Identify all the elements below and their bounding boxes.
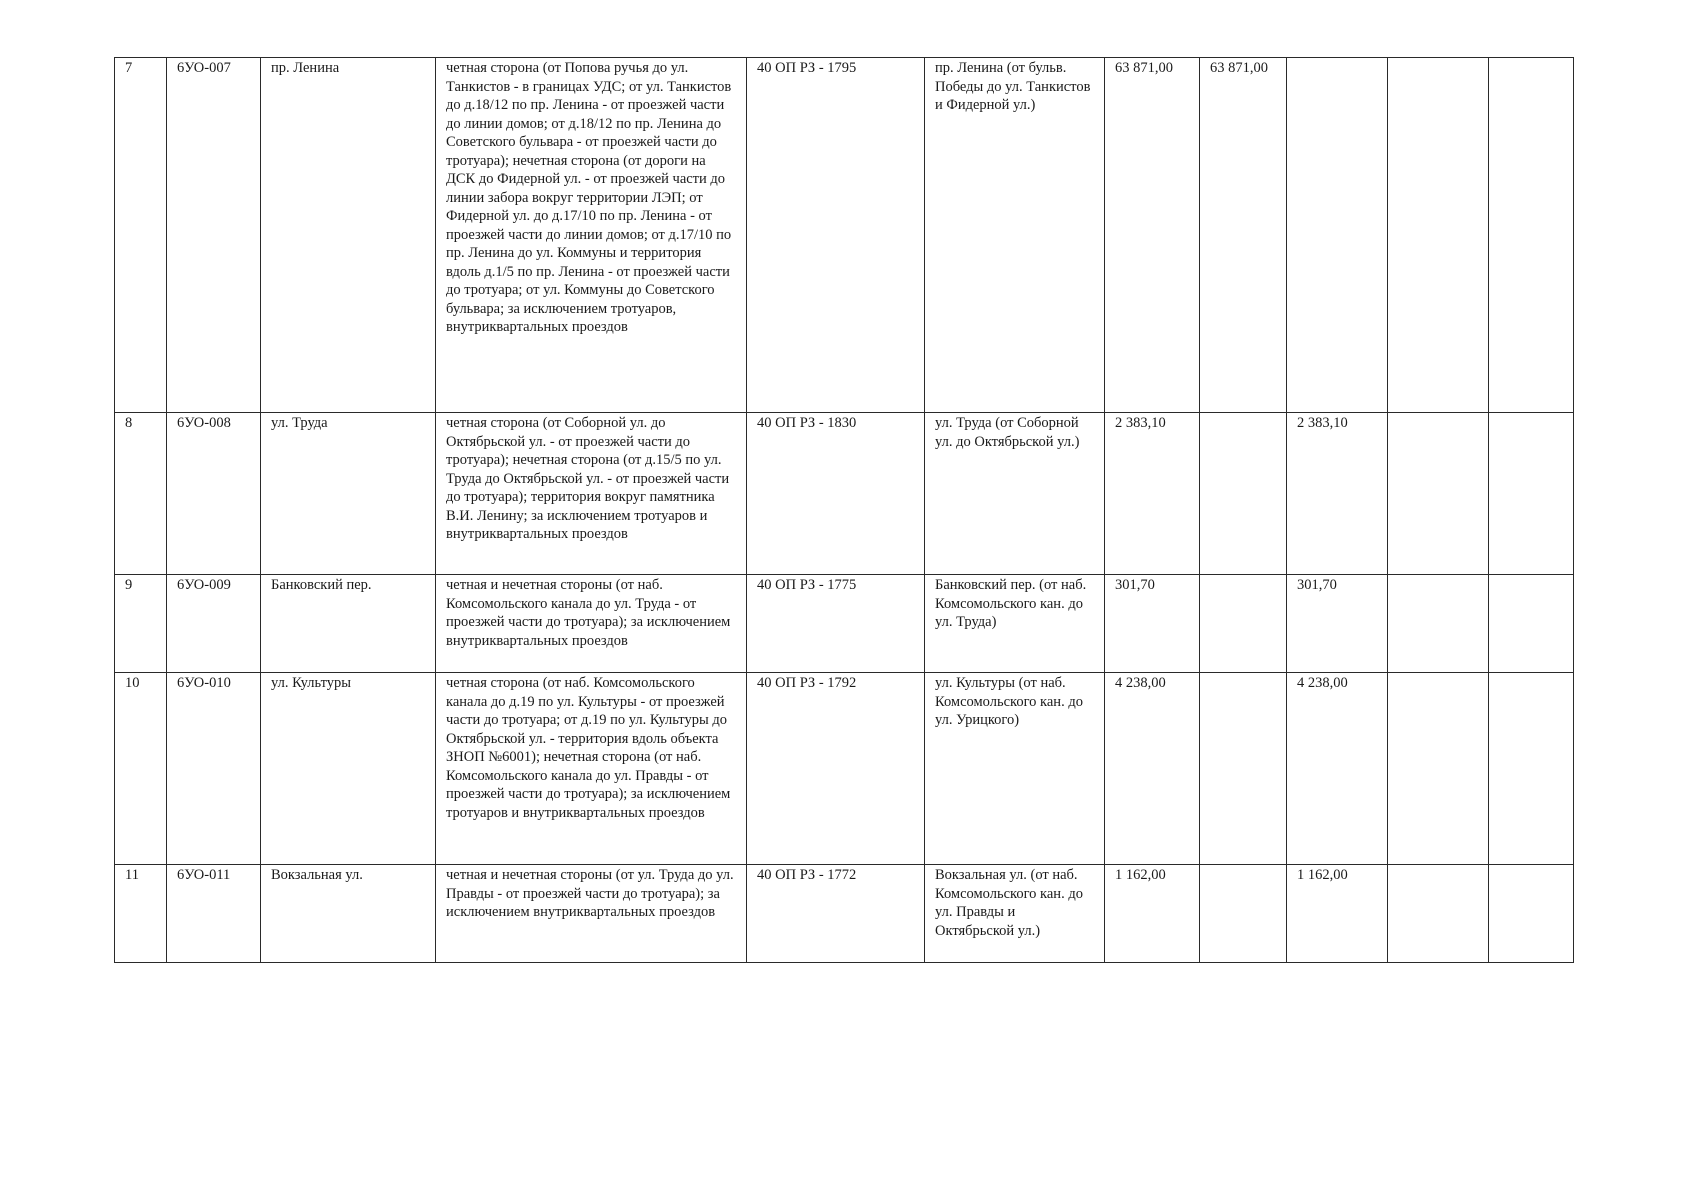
- area-b: 1 162,00: [1287, 865, 1388, 963]
- area-b: 2 383,10: [1287, 413, 1388, 575]
- road-name: пр. Ленина (от бульв. Победы до ул. Танкистов и Фидерной ул.): [925, 58, 1105, 413]
- object-description: четная и нечетная стороны (от ул. Труда до ул. Правды - от проезжей части до тротуара); за исключением внутриквартальных проездов: [436, 865, 747, 963]
- object-description: четная сторона (от Соборной ул. до Октябрьской ул. - от проезжей части до тротуара); нечетная сторона (от д.15/5 по ул. Труда до Октябрьской ул. - от проезжей части до тротуара); территория вокруг памятника В.И. Ленину; за исключением тротуаров и внутриквартальных проездов: [436, 413, 747, 575]
- empty-cell: [1388, 575, 1489, 673]
- road-id: 40 ОП РЗ - 1792: [747, 673, 925, 865]
- empty-cell: [1388, 58, 1489, 413]
- area-total: 63 871,00: [1105, 58, 1200, 413]
- road-name: Банковский пер. (от наб. Комсомольского кан. до ул. Труда): [925, 575, 1105, 673]
- road-name: Вокзальная ул. (от наб. Комсомольского кан. до ул. Правды и Октябрьской ул.): [925, 865, 1105, 963]
- row-number: 11: [115, 865, 167, 963]
- table-row: [115, 58, 1574, 413]
- area-b: 4 238,00: [1287, 673, 1388, 865]
- area-total: 301,70: [1105, 575, 1200, 673]
- object-name: ул. Труда: [261, 413, 436, 575]
- object-code: 6УО-009: [167, 575, 261, 673]
- object-name: ул. Культуры: [261, 673, 436, 865]
- object-description: четная и нечетная стороны (от наб. Комсомольского канала до ул. Труда - от проезжей части до тротуара); за исключением внутриквартальных проездов: [436, 575, 747, 673]
- object-code: 6УО-010: [167, 673, 261, 865]
- road-name: ул. Труда (от Соборной ул. до Октябрьской ул.): [925, 413, 1105, 575]
- object-name: Вокзальная ул.: [261, 865, 436, 963]
- area-total: 2 383,10: [1105, 413, 1200, 575]
- registry-table-body: [115, 58, 1574, 963]
- table-row: [115, 413, 1574, 575]
- object-name: пр. Ленина: [261, 58, 436, 413]
- area-a: [1200, 575, 1287, 673]
- empty-cell: [1489, 413, 1574, 575]
- empty-cell: [1388, 865, 1489, 963]
- road-name: ул. Культуры (от наб. Комсомольского кан. до ул. Урицкого): [925, 673, 1105, 865]
- road-id: 40 ОП РЗ - 1772: [747, 865, 925, 963]
- table-row: [115, 575, 1574, 673]
- row-number: 10: [115, 673, 167, 865]
- road-id: 40 ОП РЗ - 1775: [747, 575, 925, 673]
- empty-cell: [1489, 673, 1574, 865]
- row-number: 9: [115, 575, 167, 673]
- row-number: 8: [115, 413, 167, 575]
- object-name: Банковский пер.: [261, 575, 436, 673]
- road-id: 40 ОП РЗ - 1830: [747, 413, 925, 575]
- area-b: 301,70: [1287, 575, 1388, 673]
- area-a: [1200, 413, 1287, 575]
- object-description: четная сторона (от наб. Комсомольского канала до д.19 по ул. Культуры - от проезжей части до тротуара; от д.19 по ул. Культуры до Октябрьской ул. - территория вдоль объекта ЗНОП №6001); нечетная сторона (от наб. Комсомольского канала до ул. Правды - от проезжей части до тротуара); за исключением тротуаров и внутриквартальных проездов: [436, 673, 747, 865]
- registry-table: [114, 57, 1574, 963]
- row-number: 7: [115, 58, 167, 413]
- area-a: 63 871,00: [1200, 58, 1287, 413]
- area-b: [1287, 58, 1388, 413]
- object-code: 6УО-007: [167, 58, 261, 413]
- table-row: [115, 865, 1574, 963]
- empty-cell: [1489, 58, 1574, 413]
- area-total: 1 162,00: [1105, 865, 1200, 963]
- object-description: четная сторона (от Попова ручья до ул. Танкистов - в границах УДС; от ул. Танкистов до д.18/12 по пр. Ленина - от проезжей части до линии домов; от д.18/12 по пр. Ленина до Советского бульвара - от проезжей части до тротуара); нечетная сторона (от дороги на ДСК до Фидерной ул. - от проезжей части до линии забора вокруг территории ЛЭП; от Фидерной ул. до д.17/10 по пр. Ленина - от проезжей части до линии домов; от д.17/10 по пр. Ленина до ул. Коммуны и территория вдоль д.1/5 по пр. Ленина - от проезжей части до тротуара; от ул. Коммуны до Советского бульвара; за исключением тротуаров, внутриквартальных проездов: [436, 58, 747, 413]
- area-total: 4 238,00: [1105, 673, 1200, 865]
- road-id: 40 ОП РЗ - 1795: [747, 58, 925, 413]
- area-a: [1200, 865, 1287, 963]
- table-row: [115, 673, 1574, 865]
- empty-cell: [1388, 413, 1489, 575]
- area-a: [1200, 673, 1287, 865]
- empty-cell: [1388, 673, 1489, 865]
- object-code: 6УО-008: [167, 413, 261, 575]
- object-code: 6УО-011: [167, 865, 261, 963]
- empty-cell: [1489, 865, 1574, 963]
- empty-cell: [1489, 575, 1574, 673]
